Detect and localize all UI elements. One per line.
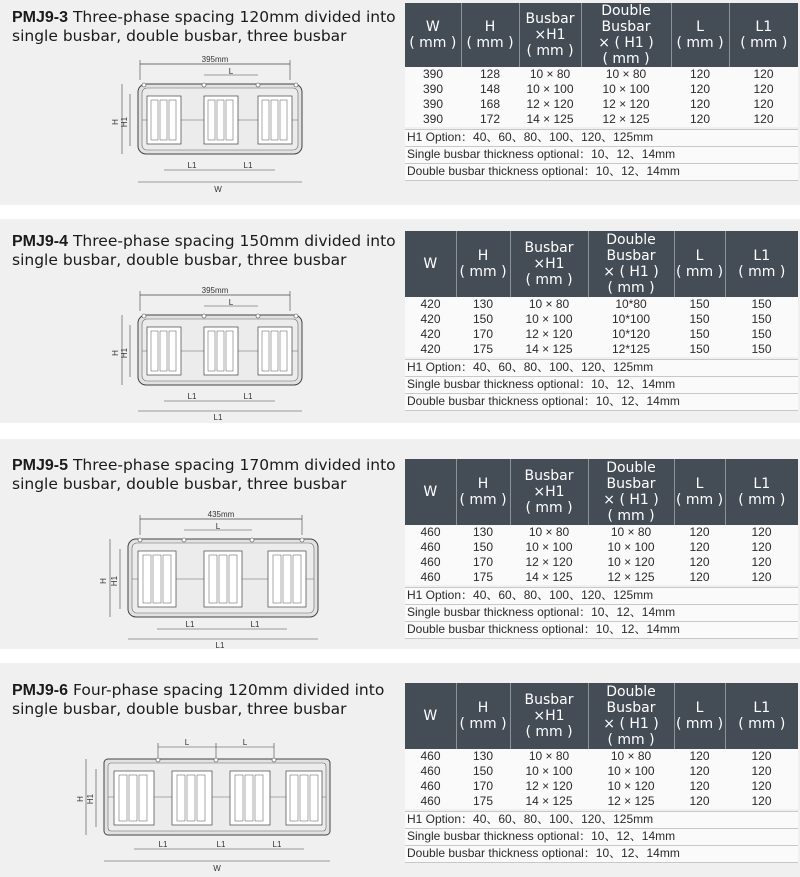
table-row: 460 175 14 × 125 12 × 125 120 120 <box>405 794 798 809</box>
table-row: 390 172 14 × 125 12 × 125 120 120 <box>405 112 798 127</box>
h-label: H <box>99 578 108 584</box>
table-row: 420 170 12 × 120 10*120 150 150 <box>405 327 798 342</box>
spec-table <box>405 683 798 809</box>
dimension-drawing <box>78 733 338 875</box>
h-label: H <box>111 119 120 125</box>
spec-table-block <box>405 683 798 863</box>
overall-width-label: W <box>213 864 221 873</box>
h1-label: H1 <box>120 347 129 359</box>
double-busbar-note: Double busbar thickness optional：10、12、14mm <box>405 163 798 181</box>
dimension-drawing <box>100 281 310 421</box>
model-code: PMJ9-3 <box>12 9 69 26</box>
l1-left-label: L1 <box>187 392 197 401</box>
h-label: H <box>111 350 120 356</box>
single-busbar-note: Single busbar thickness optional：10、12、14mm <box>405 146 798 163</box>
col-header-double-busbar: Double Busbar × ( H1 ) ( mm ) <box>588 231 674 297</box>
double-busbar-note: Double busbar thickness optional：10、12、14mm <box>405 845 798 863</box>
double-busbar-note: Double busbar thickness optional：10、12、14mm <box>405 393 798 411</box>
pitch-label: L <box>215 522 221 531</box>
product-section-pmj9-5 <box>0 439 800 649</box>
h1-label: H1 <box>110 575 119 587</box>
l1-third-label: L1 <box>272 840 282 849</box>
spec-notes <box>405 359 798 411</box>
spec-table-block <box>405 3 798 181</box>
product-section-pmj9-4 <box>0 219 800 423</box>
l1-left-label: L1 <box>185 620 195 629</box>
table-row: 460 130 10 × 80 10 × 80 120 120 <box>405 525 798 540</box>
col-header-h: H ( mm ) <box>456 231 510 297</box>
model-description: Three-phase spacing 120mm divided into single busbar, double busbar, three busbar <box>12 8 396 45</box>
col-header-l: L ( mm ) <box>674 459 725 525</box>
table-row: 460 150 10 × 100 10 × 100 120 120 <box>405 540 798 555</box>
col-header-l: L ( mm ) <box>674 683 725 749</box>
col-header-busbar: Busbar ×H1 ( mm ) <box>510 459 588 525</box>
pitch-label: L <box>184 738 190 747</box>
l1-right-label: L1 <box>243 392 253 401</box>
pitch-label: L <box>228 298 234 307</box>
overall-width-label: L1 <box>215 641 225 650</box>
col-header-busbar: Busbar ×H1 ( mm ) <box>510 231 588 297</box>
h1-option-note: H1 Option：40、60、80、100、120、125mm <box>405 129 798 146</box>
dimension-drawing <box>100 50 310 200</box>
double-busbar-note: Double busbar thickness optional：10、12、14mm <box>405 621 798 639</box>
col-header-h: H ( mm ) <box>456 683 510 749</box>
col-header-l1: L1 ( mm ) <box>729 3 798 67</box>
single-busbar-note: Single busbar thickness optional：10、12、14mm <box>405 604 798 621</box>
single-busbar-note: Single busbar thickness optional：10、12、14mm <box>405 376 798 393</box>
col-header-l: L ( mm ) <box>671 3 729 67</box>
table-row: 460 130 10 × 80 10 × 80 120 120 <box>405 749 798 764</box>
top-dimension-label: 395mm <box>201 55 229 64</box>
table-row: 460 175 14 × 125 12 × 125 120 120 <box>405 570 798 585</box>
section-title <box>12 681 397 719</box>
single-busbar-note: Single busbar thickness optional：10、12、14mm <box>405 828 798 845</box>
top-dimension-label: 435mm <box>207 510 235 519</box>
dimension-drawing <box>92 505 332 649</box>
table-row: 390 128 10 × 80 10 × 80 120 120 <box>405 67 798 82</box>
table-row: 460 170 12 × 120 10 × 120 120 120 <box>405 779 798 794</box>
model-description: Four-phase spacing 120mm divided into single busbar, double busbar, three busbar <box>12 681 385 718</box>
section-title <box>12 456 397 494</box>
pitch-label: L <box>228 67 234 76</box>
product-section-pmj9-6 <box>0 663 800 877</box>
col-header-l1: L1 ( mm ) <box>725 231 798 297</box>
spec-table <box>405 3 798 127</box>
col-header-l1: L1 ( mm ) <box>725 459 798 525</box>
spec-notes <box>405 811 798 863</box>
col-header-w: W <box>405 231 456 297</box>
spec-table <box>405 231 798 357</box>
top-dimension-label: 395mm <box>201 286 229 295</box>
h1-option-note: H1 Option：40、60、80、100、120、125mm <box>405 811 798 828</box>
col-header-double-busbar: Double Busbar × ( H1 ) ( mm ) <box>581 3 671 67</box>
h1-label: H1 <box>86 793 95 805</box>
overall-width-label: W <box>214 185 222 194</box>
col-header-h: H ( mm ) <box>456 459 510 525</box>
table-row: 390 148 10 × 100 10 × 100 120 120 <box>405 82 798 97</box>
model-code: PMJ9-4 <box>12 233 69 250</box>
l1-left-label: L1 <box>187 161 197 170</box>
col-header-w: W <box>405 459 456 525</box>
col-header-double-busbar: Double Busbar × ( H1 ) ( mm ) <box>588 683 674 749</box>
table-row: 460 170 12 × 120 10 × 120 120 120 <box>405 555 798 570</box>
l1-right-label: L1 <box>250 620 260 629</box>
spec-table-block <box>405 459 798 639</box>
col-header-w: W <box>405 683 456 749</box>
l1-right-label: L1 <box>243 161 253 170</box>
spec-notes <box>405 587 798 639</box>
product-section-pmj9-3 <box>0 0 800 205</box>
col-header-l: L ( mm ) <box>674 231 725 297</box>
col-header-double-busbar: Double Busbar × ( H1 ) ( mm ) <box>588 459 674 525</box>
table-row: 420 150 10 × 100 10*100 150 150 <box>405 312 798 327</box>
spec-table <box>405 459 798 585</box>
spec-notes <box>405 129 798 181</box>
l1-first-label: L1 <box>158 840 168 849</box>
table-row: 420 130 10 × 80 10*80 150 150 <box>405 297 798 312</box>
col-header-h: H ( mm ) <box>461 3 519 67</box>
section-title <box>12 8 397 46</box>
h-label: H <box>76 796 85 802</box>
h1-label: H1 <box>120 116 129 128</box>
col-header-l1: L1 ( mm ) <box>725 683 798 749</box>
table-row: 420 175 14 × 125 12*125 150 150 <box>405 342 798 357</box>
col-header-busbar: Busbar ×H1 ( mm ) <box>510 683 588 749</box>
spec-table-block <box>405 231 798 411</box>
col-header-w: W ( mm ) <box>405 3 461 67</box>
model-code: PMJ9-6 <box>12 682 69 699</box>
h1-option-note: H1 Option：40、60、80、100、120、125mm <box>405 359 798 376</box>
model-description: Three-phase spacing 170mm divided into single busbar, double busbar, three busbar <box>12 456 396 493</box>
section-title <box>12 232 397 270</box>
col-header-busbar: Busbar ×H1 ( mm ) <box>519 3 581 67</box>
table-row: 460 150 10 × 100 10 × 100 120 120 <box>405 764 798 779</box>
l1-second-label: L1 <box>216 840 226 849</box>
model-description: Three-phase spacing 150mm divided into single busbar, double busbar, three busbar <box>12 232 396 269</box>
table-row: 390 168 12 × 120 12 × 120 120 120 <box>405 97 798 112</box>
overall-width-label: L1 <box>213 413 223 422</box>
pitch-label-2: L <box>242 738 248 747</box>
h1-option-note: H1 Option：40、60、80、100、120、125mm <box>405 587 798 604</box>
model-code: PMJ9-5 <box>12 457 69 474</box>
